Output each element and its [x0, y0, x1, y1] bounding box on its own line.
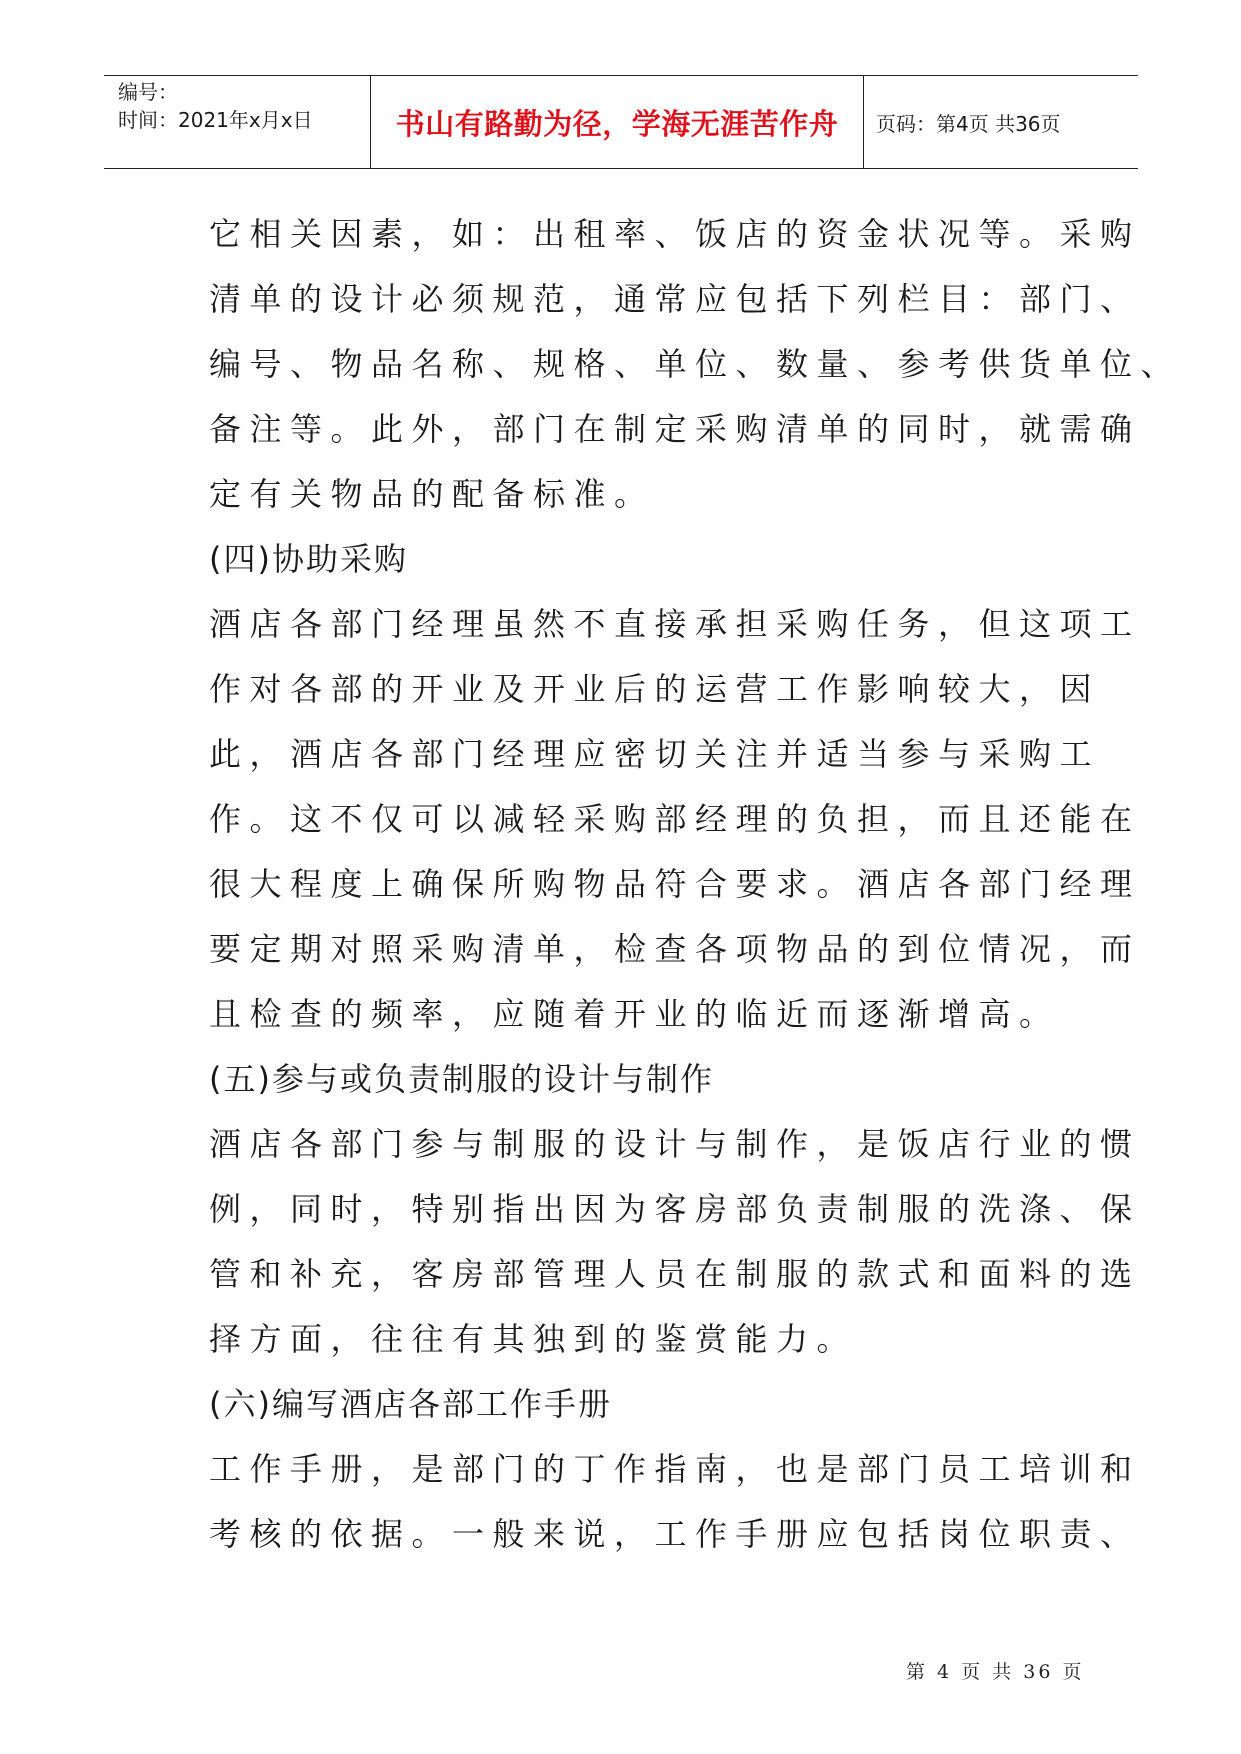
page-header — [104, 75, 1138, 169]
document-body — [209, 202, 1182, 1567]
body-line: 要定期对照采购清单，检查各项物品的到位情况，而 — [209, 930, 1141, 968]
body-line: 编号、物品名称、规格、单位、数量、参考供货单位、 — [209, 345, 1182, 383]
body-line: 备注等。此外，部门在制定采购清单的同时，就需确 — [209, 410, 1141, 448]
body-line: 酒店各部门参与制服的设计与制作，是饭店行业的惯 — [209, 1125, 1141, 1163]
header-meta — [104, 76, 370, 168]
body-line: 此，酒店各部门经理应密切关注并适当参与采购工 — [209, 735, 1101, 773]
body-line: 择方面，往往有其独到的鉴赏能力。 — [209, 1320, 858, 1358]
body-line: 例，同时，特别指出因为客房部负责制服的洗涤、保 — [209, 1190, 1141, 1228]
document-number-label: 编号： — [118, 80, 178, 104]
body-line: 清单的设计必须规范，通常应包括下列栏目：部门、 — [209, 280, 1141, 318]
section-heading: (四)协助采购 — [209, 540, 408, 578]
header-page-info: 页码：第4页 共36页 — [876, 111, 1061, 136]
header-motto-cell — [370, 76, 864, 168]
body-line: 它相关因素，如：出租率、饭店的资金状况等。采购 — [209, 215, 1141, 253]
body-line: 且检查的频率，应随着开业的临近而逐渐增高。 — [209, 995, 1060, 1033]
body-line: 定有关物品的配备标准。 — [209, 475, 655, 513]
section-heading: (六)编写酒店各部工作手册 — [209, 1385, 612, 1423]
document-time-label: 时间：2021年x月x日 — [118, 108, 313, 132]
page-footer: 第 4 页 共 36 页 — [906, 1661, 1085, 1683]
body-line: 很大程度上确保所购物品符合要求。酒店各部门经理 — [209, 865, 1141, 903]
body-line: 作对各部的开业及开业后的运营工作影响较大，因 — [209, 670, 1101, 708]
body-line: 作。这不仅可以减轻采购部经理的负担，而且还能在 — [209, 800, 1141, 838]
section-heading: (五)参与或负责制服的设计与制作 — [209, 1060, 714, 1098]
header-motto: 书山有路勤为径，学海无涯苦作舟 — [395, 106, 839, 141]
body-line: 工作手册，是部门的丁作指南，也是部门员工培训和 — [209, 1450, 1141, 1488]
body-line: 酒店各部门经理虽然不直接承担采购任务，但这项工 — [209, 605, 1141, 643]
body-line: 管和补充，客房部管理人员在制服的款式和面料的选 — [209, 1255, 1141, 1293]
body-line: 考核的依据。一般来说，工作手册应包括岗位职责、 — [209, 1515, 1141, 1553]
